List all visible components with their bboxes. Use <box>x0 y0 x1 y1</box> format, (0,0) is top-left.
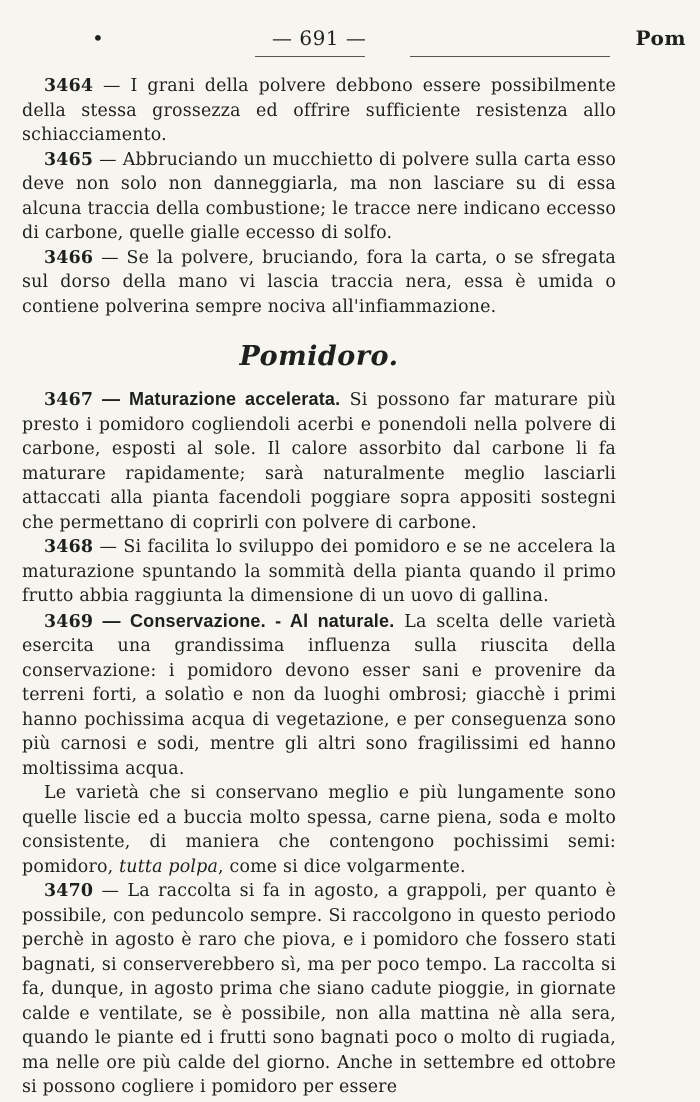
paragraph-number: 3468 <box>44 537 94 557</box>
paragraph-text-end: , come si dice volgarmente. <box>218 856 466 877</box>
header-bullet: • <box>92 26 104 50</box>
page-body <box>22 74 616 1100</box>
paragraph-3465 <box>22 148 616 246</box>
paragraph-heading: — Conservazione. - Al naturale. <box>93 610 395 631</box>
paragraph-text: La scelta delle varietà esercita una grandissima influenza sulla riuscita della conservazione: i pomidoro devono esser sani e provenire da terreni forti, a solatìo e non da luoghi ombrosi; giacchè i primi hanno pochissima acqua di vegetazione, e per conseguenza sono più carnosi e sodi, mentre gli altri sono fragilissimi ed hanno moltissima acqua. <box>22 611 616 779</box>
paragraph-3467 <box>22 387 616 535</box>
paragraph-3466 <box>22 246 616 320</box>
header-rule <box>255 56 365 57</box>
paragraph-text: Si possono far maturare più presto i pomidoro cogliendoli acerbi e ponendoli nella polvere di carbone, esposti al sole. Il calore assorbito dal carbone li fa maturare rapidamente; sarà naturalmente meglio lasciarli attaccati alla pianta facendoli poggiare sopra appositi sostegni che permettano di coprirli con polvere di carbone. <box>22 390 616 533</box>
italic-term: tutta polpa <box>119 856 219 877</box>
paragraph-heading: — Maturazione accelerata. <box>93 389 341 409</box>
paragraph-text: — Se la polvere, bruciando, fora la carta, o se sfregata sul dorso della mano vi lascia traccia nera, essa è umida o contiene polverina sempre nociva all'infiammazione. <box>22 247 616 317</box>
page-header <box>22 26 686 58</box>
running-head: Pom <box>635 26 686 50</box>
paragraph-number: 3465 <box>44 149 94 170</box>
header-rule-right <box>410 56 610 57</box>
paragraph-text: — La raccolta si fa in agosto, a grappoli, per quanto è possibile, con peduncolo sempre. Si raccolgono in questo periodo perchè in agosto è raro che piova, e i pomidoro che fossero stati bagnati, si conserverebbero sì, ma per poco tempo. La raccolta si fa, dunque, in agosto prima che siano cadute pioggie, in giornate calde e ventilate, se è possibile, non alla mattina nè alla sera, quando le piante ed i frutti sono bagnati poco o molto di rugiada, ma nelle ore più calde del giorno. Anche in settembre ed ottobre si possono cogliere i pomidoro per essere <box>22 881 616 1097</box>
paragraph-number: 3467 <box>44 390 94 410</box>
paragraph-text: Le varietà che si conservano meglio e più lungamente sono quelle liscie ed a buccia molto spessa, carne piena, soda e molto consistente, di maniera che contengono pochissimi semi: pomidoro, <box>22 783 616 877</box>
section-title: Pomidoro. <box>239 341 399 372</box>
paragraph-text: — I grani della polvere debbono essere possibilmente della stessa grossezza ed offrire sufficiente resistenza allo schiacciamento. <box>22 76 616 145</box>
paragraph-text: — Si facilita lo sviluppo dei pomidoro e se ne accelera la maturazione spuntando la sommità della pianta quando il primo frutto abbia raggiunta la dimensione di un uovo di gallina. <box>22 537 616 606</box>
paragraph-number: 3464 <box>44 76 94 96</box>
paragraph-3469-continued <box>22 781 616 879</box>
paragraph-3470 <box>22 879 616 1100</box>
paragraph-number: 3469 <box>44 611 94 632</box>
paragraph-text: — Abbruciando un mucchietto di polvere sulla carta esso deve non solo non danneggiarla, ma non lasciare su di essa alcuna traccia della combustione; le tracce nere indicano eccesso di carbone, quelle gialle eccesso di solfo. <box>22 149 616 243</box>
paragraph-3468 <box>22 535 616 609</box>
page-number: — 691 — <box>272 26 367 50</box>
paragraph-3469 <box>22 609 616 782</box>
paragraph-number: 3470 <box>44 881 94 901</box>
paragraph-number: 3466 <box>44 247 94 268</box>
paragraph-3464 <box>22 74 616 148</box>
